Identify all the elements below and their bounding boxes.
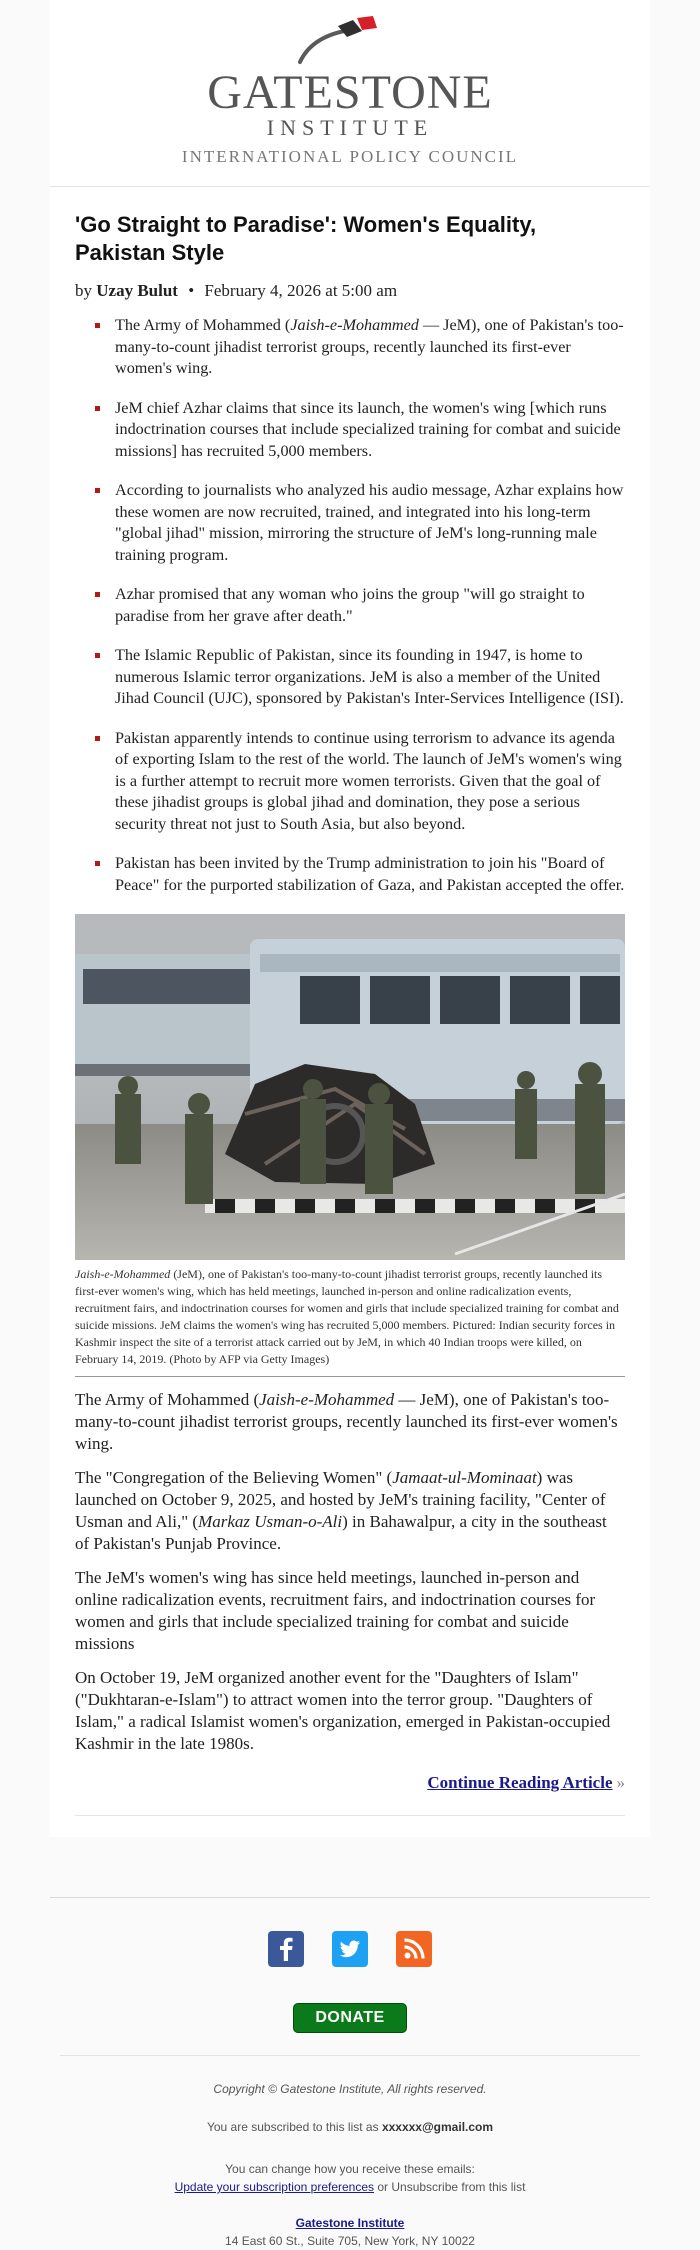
copyright: Copyright © Gatestone Institute, All rights reserved.	[213, 2082, 487, 2096]
unsubscribe-text[interactable]: or Unsubscribe from this list	[374, 2180, 526, 2194]
email-card	[50, 0, 650, 1837]
paragraph-1: The Army of Mohammed (Jaish-e-Mohammed — JeM), one of Pakistan's too-many-to-count jihadist terrorist groups, recently launched its first-ever women's wing.	[75, 1390, 618, 1453]
rss-icon[interactable]	[396, 1931, 432, 1967]
paragraph-3: The JeM's women's wing has since held meetings, launched in-person and online radicalization events, recruitment fairs, and indoctrination courses for women and girls that include specialized training for combat and suicide missions	[75, 1568, 596, 1653]
bullet-icon	[95, 736, 100, 741]
article-title[interactable]: 'Go Straight to Paradise': Women's Equality, Pakistan Style	[75, 212, 537, 265]
summary-item: JeM chief Azhar claims that since its launch, the women's wing [which runs indoctrination courses that include specialized training for combat and suicide missions] has recruited 5,000 members.	[115, 398, 625, 463]
svg-text:INSTITUTE: INSTITUTE	[266, 115, 434, 140]
caption-italic: Jaish-e-Mohammed	[75, 1267, 171, 1281]
photo-caption	[75, 1260, 625, 1377]
paragraph-2: The "Congregation of the Believing Women" (Jamaat-ul-Mominaat) was launched on October 9, 2025, and hosted by JeM's training facility, "Center of Usman and Ali," (Markaz Usman-o-Ali) in Bahawalpur, a city in the southeast of Pakistan's Punjab Province.	[75, 1468, 607, 1553]
twitter-icon[interactable]	[332, 1931, 368, 1967]
author-name[interactable]: Uzay Bulut	[96, 281, 178, 300]
preferences-block	[50, 2160, 650, 2196]
continue-reading	[75, 1773, 625, 1793]
article-photo[interactable]	[75, 914, 625, 1260]
bullet-icon	[95, 592, 100, 597]
organization-block	[50, 2214, 650, 2250]
subscription-notice: You are subscribed to this list as xxxxxx@gmail.com	[206, 2120, 494, 2134]
gatestone-logo[interactable]	[50, 0, 650, 186]
summary-item: The Islamic Republic of Pakistan, since its founding in 1947, is home to numerous Islamic terror organizations. JeM is also a member of the United Jihad Council (UJC), sponsored by Pakistan's Inter-Services Intelligence (ISI).	[115, 645, 625, 710]
bullet-icon	[95, 653, 100, 658]
byline-by: by	[75, 281, 92, 300]
change-text: You can change how you receive these emails:	[225, 2162, 475, 2176]
svg-text:INTERNATIONAL POLICY COUNCIL: INTERNATIONAL POLICY COUNCIL	[181, 147, 519, 166]
paragraph-4: On October 19, JeM organized another event for the "Daughters of Islam" ("Dukhtaran-e-Islam") to attract women into the terror group. "Daughters of Islam," a radical Islamist women's organization, emerged in Pakistan-occupied Kashmir in the late 1980s.	[75, 1668, 611, 1753]
bullet-icon	[95, 323, 100, 328]
organization-address: 14 East 60 St., Suite 705, New York, NY 10022	[225, 2234, 475, 2248]
subscriber-email: xxxxxx@gmail.com	[381, 2120, 494, 2134]
update-preferences-link[interactable]: Update your subscription preferences	[174, 2180, 375, 2194]
footer-divider	[60, 2055, 640, 2056]
byline-separator: •	[188, 281, 195, 300]
bullet-icon	[95, 488, 100, 493]
bullet-icon	[95, 861, 100, 866]
caption-text: (JeM), one of Pakistan's too-many-to-count jihadist terrorist groups, recently launched its first-ever women's wing, which has held meetings, launched in-person and online radicalization events, recruitment fairs, and indoctrination courses for women and girls that include specialized training for combat and suicide missions. JeM claims the women's wing has recruited 5,000 members. Pictured: Indian security forces in Kashmir inspect the site of a terrorist attack carried out by JeM, in which 40 Indian troops were killed, on February 14, 2019. (Photo by AFP via Getty Images)	[75, 1267, 619, 1366]
summary-item: Azhar promised that any woman who joins the group "will go straight to paradise from her grave after death."	[115, 584, 625, 627]
social-links	[50, 1931, 650, 1969]
continue-reading-link[interactable]: Continue Reading Article	[427, 1773, 613, 1792]
article-body	[75, 1389, 625, 1755]
summary-item: The Army of Mohammed (Jaish-e-Mohammed — JeM), one of Pakistan's too-many-to-count jihadist terrorist groups, recently launched its first-ever women's wing.	[115, 315, 625, 380]
donate-button[interactable]: DONATE	[293, 2003, 407, 2033]
header	[50, 0, 650, 187]
bullet-icon	[95, 406, 100, 411]
double-chevron-icon: »	[616, 1773, 625, 1792]
summary-list	[75, 315, 625, 896]
publish-date: February 4, 2026 at 5:00 am	[204, 281, 398, 300]
organization-link[interactable]: Gatestone Institute	[295, 2216, 405, 2230]
svg-text:GATESTONE: GATESTONE	[207, 66, 493, 119]
summary-item: Pakistan has been invited by the Trump administration to join his "Board of Peace" for the purported stabilization of Gaza, and Pakistan accepted the offer.	[115, 853, 625, 896]
footer	[50, 1897, 650, 2250]
byline	[75, 281, 625, 301]
facebook-icon[interactable]	[268, 1931, 304, 1967]
summary-item: Pakistan apparently intends to continue using terrorism to advance its agenda of exporting Islam to the rest of the world. The launch of JeM's women's wing is a further attempt to recruit more women terrorists. Given that the goal of these jihadist groups is global jihad and domination, they pose a serious security threat not just to South Asia, but also beyond.	[115, 728, 625, 836]
summary-item: According to journalists who analyzed his audio message, Azhar explains how these women are now recruited, trained, and integrated into his long-term "global jihad" mission, mirroring the structure of JeM's long-running male training program.	[115, 480, 625, 566]
article	[50, 187, 650, 1837]
